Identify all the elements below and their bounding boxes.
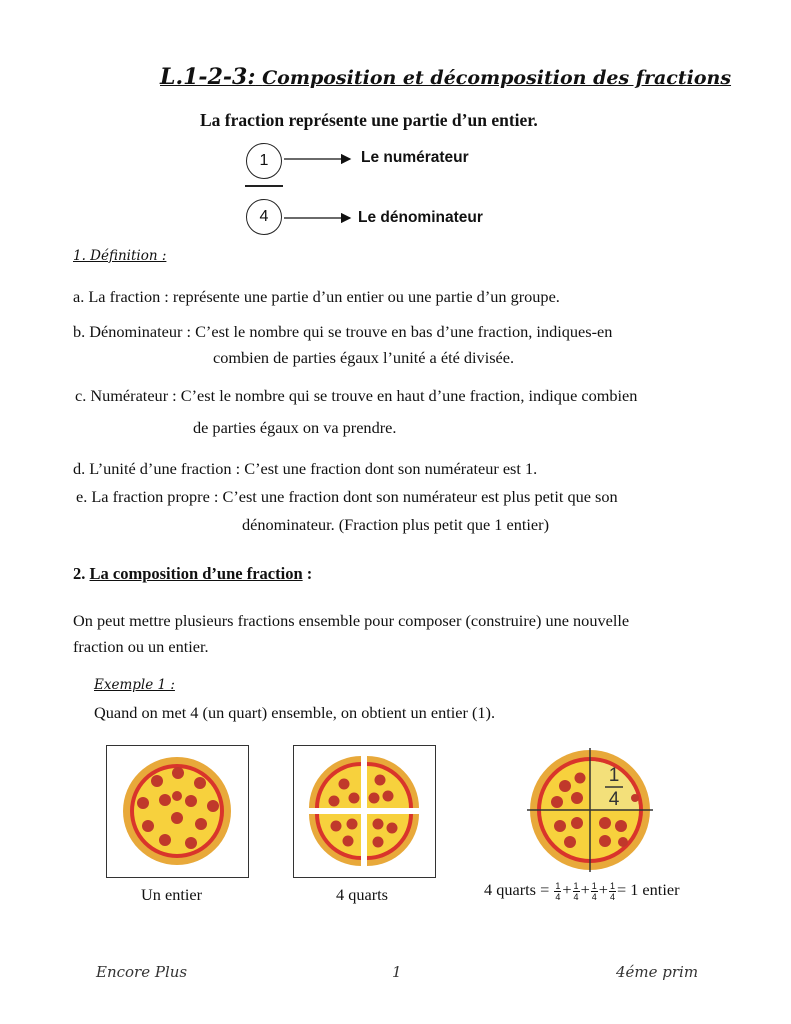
denominator-label: Le dénominateur [358,209,483,226]
definition-c-line1: c. Numérateur : C’est le nombre qui se trouve en haut d’une fraction, indique combien [75,386,638,405]
section2-heading-num: 2. [73,564,86,583]
definition-c-line2: de parties égaux on va prendre. [193,418,397,437]
definition-d: d. L’unité d’une fraction : C’est une fraction dont son numérateur est 1. [73,459,538,478]
section2-intro-line1: On peut mettre plusieurs fractions ensemble pour composer (construire) une nouvelle [73,611,630,630]
page-number: 1 [392,963,402,981]
whole-pizza-box [106,745,249,878]
example-label: Exemple 1 : [94,677,175,693]
equation-fraction-3: $\frac{1}{4}$ [591,880,597,902]
definition-b-line2: combien de parties égaux l’unité a été divisée. [213,348,515,367]
pizza-fraction-num: 1 [608,765,620,786]
footer-right: 4éme prim [616,963,699,981]
denominator-circle: 4 [246,199,282,235]
section1-heading: 1. Définition : [73,248,167,264]
numerator-label: Le numérateur [361,149,469,166]
quartered-pizza-image [294,746,435,877]
section2-heading-text: La composition d’une fraction [89,564,303,583]
equation-fraction-1: $\frac{1}{4}$ [555,880,561,902]
caption-whole: Un entier [141,885,203,904]
equation-fraction-2: $\frac{1}{4}$ [573,880,579,902]
fraction-bar [245,185,283,187]
diagram-arrows [282,150,362,230]
section2-heading [73,564,312,584]
pizza-fraction-den: 4 [608,789,620,810]
caption-quarters: 4 quarts [336,885,388,904]
lesson-title [160,64,731,90]
lesson-code: L.1-2-3: [160,64,256,90]
definition-b-line1: b. Dénominateur : C’est le nombre qui se trouve en bas d’une fraction, indiques-en [73,322,613,341]
equation-prefix: 4 quarts = [484,880,550,899]
quartered-pizza-box [293,745,436,878]
whole-pizza-image [107,746,248,877]
equation-suffix: = 1 entier [616,880,680,899]
footer-left: Encore Plus [96,963,188,981]
definition-e-line2: dénominateur. (Fraction plus petit que 1 entier) [242,515,549,534]
section2-heading-colon: : [302,564,313,583]
caption-equation: 4 quarts = $\frac{1}{4}$ + $\frac{1}{4}$ + $\frac{1}{4}$ + $\frac{1}{4}$ = 1 entier [484,880,680,902]
definition-e-line1: e. La fraction propre : C’est une fraction dont son numérateur est plus petit que son [76,487,618,506]
definition-a: a. La fraction : représente une partie d’un entier ou une partie d’un groupe. [73,287,560,306]
subtitle: La fraction représente une partie d’un entier. [200,110,538,130]
numerator-circle: 1 [246,143,282,179]
equation-fraction-4: $\frac{1}{4}$ [609,880,615,902]
fraction-pizza-image [525,748,655,873]
section2-intro-line2: fraction ou un entier. [73,637,209,656]
example-text: Quand on met 4 (un quart) ensemble, on obtient un entier (1). [94,703,496,722]
lesson-title-text: Composition et décomposition des fractions [262,67,732,89]
